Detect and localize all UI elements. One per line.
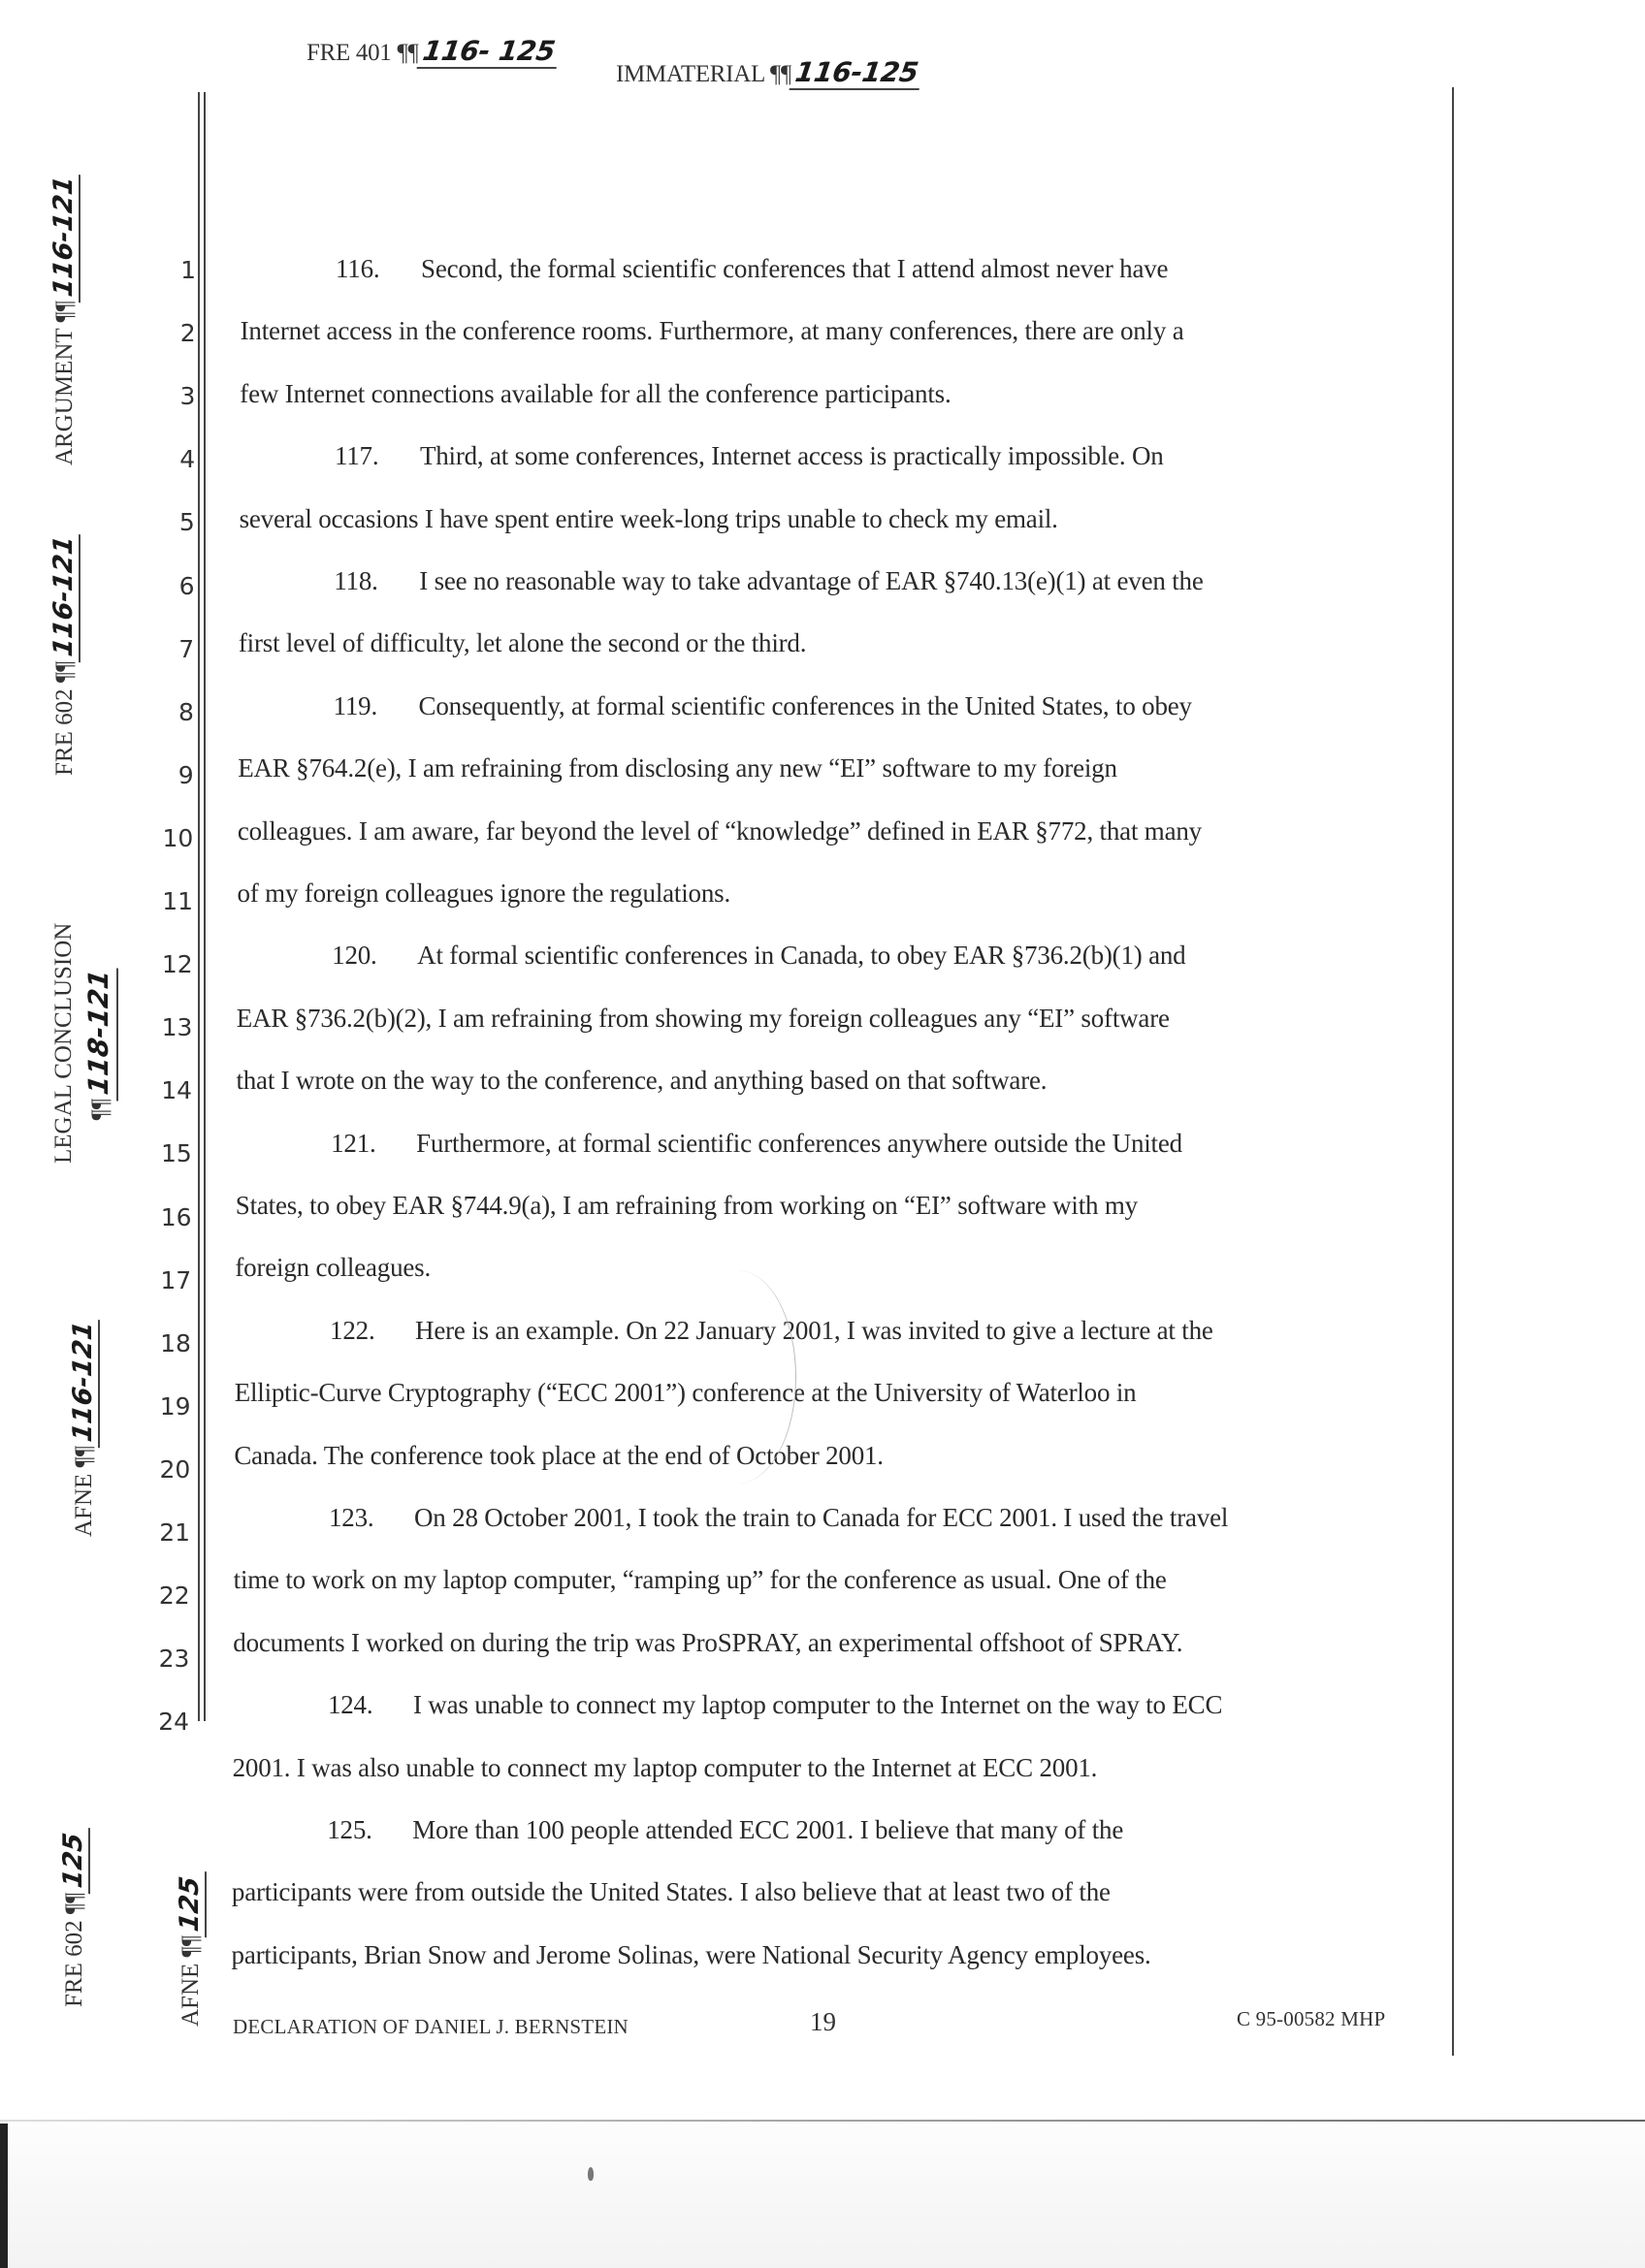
paragraph-first-line bbox=[332, 941, 1185, 971]
paragraph-first-line bbox=[335, 441, 1164, 471]
line-text: that I wrote on the way to the conference, and anything based on that software. bbox=[236, 1066, 1048, 1096]
line-text: Second, the formal scientific conferences that I attend almost never have bbox=[421, 254, 1169, 283]
stamp-label: ARGUMENT ¶¶ bbox=[51, 300, 78, 465]
handwritten-range: 116-121 bbox=[48, 171, 81, 303]
paragraph-first-line bbox=[331, 1129, 1182, 1159]
text-line bbox=[234, 1565, 1167, 1595]
stamp-label: IMMATERIAL ¶¶ bbox=[616, 61, 792, 87]
line-number: 18 bbox=[160, 1328, 191, 1358]
paragraph-number: 123. bbox=[329, 1503, 374, 1532]
fold-mark bbox=[679, 1270, 796, 1484]
stamp-label: AFNE ¶¶ bbox=[177, 1934, 204, 2027]
handwritten-range: 116-121 bbox=[48, 530, 81, 663]
footer-title: DECLARATION OF DANIEL J. BERNSTEIN bbox=[233, 2015, 629, 2038]
line-text: Internet access in the conference rooms. Furthermore, at many conferences, there are only a bbox=[240, 316, 1184, 346]
line-text: More than 100 people attended ECC 2001. I believe that many of the bbox=[412, 1815, 1124, 1844]
stamp-immaterial bbox=[616, 56, 921, 90]
stamp-label: FRE 602 ¶¶ bbox=[51, 660, 78, 776]
line-text: several occasions I have spent entire week-long trips unable to check my email. bbox=[239, 503, 1058, 533]
line-number: 5 bbox=[178, 508, 195, 537]
line-number: 13 bbox=[161, 1013, 193, 1042]
text-line bbox=[234, 1441, 884, 1471]
paragraph-number: 125. bbox=[327, 1815, 372, 1844]
handwritten-range: 125 bbox=[175, 1867, 207, 1937]
line-number: 15 bbox=[160, 1139, 192, 1168]
line-number: 23 bbox=[158, 1645, 190, 1674]
paragraph-first-line bbox=[328, 1690, 1222, 1720]
line-number: 7 bbox=[178, 634, 195, 663]
line-number: 6 bbox=[178, 571, 195, 600]
text-line bbox=[240, 504, 1058, 534]
line-text: Consequently, at formal scientific conferences in the United States, to obey bbox=[418, 690, 1192, 720]
line-text: States, to obey EAR §744.9(a), I am refraining from working on “EI” software with my bbox=[235, 1191, 1138, 1220]
paragraph-number: 124. bbox=[327, 1690, 373, 1720]
stamp-fre602-b bbox=[58, 1826, 90, 2007]
line-text: 2001. I was also unable to connect my laptop computer to the Internet at ECC 2001. bbox=[232, 1752, 1098, 1782]
scan-bottom-area bbox=[0, 2122, 1645, 2268]
scan-left-shadow bbox=[0, 2124, 8, 2268]
stamp-label: FRE 602 ¶¶ bbox=[61, 1892, 87, 2007]
line-text: EAR §764.2(e), I am refraining from disclosing any new “EI” software to my foreign bbox=[238, 753, 1117, 783]
scan-speck bbox=[588, 2167, 594, 2181]
stamp-afne-a bbox=[68, 1318, 100, 1537]
line-text: time to work on my laptop computer, “ramping up” for the conference as usual. One of the bbox=[233, 1565, 1167, 1595]
text-line bbox=[233, 1628, 1182, 1658]
line-text: Canada. The conference took place at the end of October 2001. bbox=[234, 1440, 884, 1470]
page-number: 19 bbox=[810, 2007, 836, 2036]
right-margin-rule bbox=[1452, 87, 1454, 2056]
stamp-fre602-a bbox=[48, 533, 81, 776]
handwritten-range: 125 bbox=[58, 1824, 90, 1895]
line-number: 11 bbox=[162, 887, 193, 915]
text-line bbox=[238, 878, 731, 909]
stamp-label: FRE 401 ¶¶ bbox=[306, 40, 419, 66]
paragraph-first-line bbox=[329, 1503, 1228, 1533]
line-number: 24 bbox=[158, 1708, 190, 1737]
line-text: I see no reasonable way to take advantage of EAR §740.13(e)(1) at even the bbox=[419, 566, 1204, 595]
line-text: Furthermore, at formal scientific conferences anywhere outside the United bbox=[416, 1128, 1182, 1158]
handwritten-range: 116-121 bbox=[68, 1316, 100, 1449]
text-line bbox=[238, 816, 1202, 847]
line-text: participants were from outside the United States. I also believe that at least two of the bbox=[231, 1877, 1111, 1907]
paragraph-first-line bbox=[334, 691, 1192, 721]
line-number: 20 bbox=[159, 1454, 191, 1484]
line-text: first level of difficulty, let alone the second or the third. bbox=[238, 628, 807, 658]
left-margin-rule-outer bbox=[198, 92, 200, 1721]
stamp-argument bbox=[48, 173, 81, 465]
text-line bbox=[236, 1191, 1138, 1221]
line-number: 9 bbox=[177, 760, 194, 789]
line-text: participants, Brian Snow and Jerome Solinas, were National Security Agency employees. bbox=[231, 1939, 1151, 1969]
line-number: 16 bbox=[160, 1202, 192, 1231]
handwritten-range: 116-125 bbox=[790, 56, 924, 90]
handwritten-range: 118-121 bbox=[81, 964, 118, 1102]
line-text: On 28 October 2001, I took the train to Canada for ECC 2001. I used the travel bbox=[414, 1503, 1229, 1532]
line-text: of my foreign colleagues ignore the regulations. bbox=[237, 878, 730, 908]
line-number: 22 bbox=[158, 1581, 190, 1611]
paragraph-number: 118. bbox=[334, 566, 378, 595]
paragraph-number: 122. bbox=[330, 1315, 375, 1345]
stamp-fre401 bbox=[306, 35, 558, 69]
stamp-afne-b bbox=[175, 1869, 207, 2027]
stamp-sublabel: ¶¶ bbox=[87, 1098, 113, 1121]
paragraph-number: 120. bbox=[332, 941, 377, 971]
text-line bbox=[235, 1253, 431, 1283]
text-line bbox=[241, 316, 1184, 346]
stamp-label: AFNE ¶¶ bbox=[71, 1445, 97, 1537]
text-line bbox=[233, 1753, 1098, 1783]
line-number: 1 bbox=[180, 256, 196, 284]
text-line bbox=[236, 1066, 1047, 1096]
paragraph-first-line bbox=[336, 254, 1168, 284]
line-text: Elliptic-Curve Cryptography (“ECC 2001”) conference at the University of Waterloo in bbox=[234, 1378, 1137, 1408]
paragraph-number: 121. bbox=[331, 1128, 376, 1158]
line-number: 10 bbox=[162, 823, 194, 852]
paragraph-first-line bbox=[334, 566, 1203, 596]
stamp-sub bbox=[81, 923, 118, 1164]
text-line bbox=[237, 1004, 1170, 1034]
line-text: documents I worked on during the trip was ProSPRAY, an experimental offshoot of SPRAY. bbox=[233, 1627, 1183, 1657]
line-text: Here is an example. On 22 January 2001, I was invited to give a lecture at the bbox=[415, 1315, 1213, 1345]
stamp-label: LEGAL CONCLUSION bbox=[50, 922, 77, 1164]
paragraph-number: 116. bbox=[336, 254, 380, 283]
text-line bbox=[232, 1940, 1151, 1970]
paragraph-number: 119. bbox=[333, 690, 377, 720]
line-text: I was unable to connect my laptop computer to the Internet on the way to ECC bbox=[412, 1690, 1223, 1720]
left-margin-rule-inner bbox=[204, 92, 206, 1721]
line-text: few Internet connections available for all the conference participants. bbox=[240, 378, 952, 408]
line-number: 3 bbox=[179, 382, 196, 411]
line-number: 17 bbox=[160, 1265, 192, 1294]
line-number: 12 bbox=[161, 950, 193, 979]
line-number: 19 bbox=[159, 1391, 191, 1421]
line-text: EAR §736.2(b)(2), I am refraining from showing my foreign colleagues any “EI” software bbox=[236, 1003, 1170, 1033]
line-text: At formal scientific conferences in Canada, to obey EAR §736.2(b)(1) and bbox=[417, 941, 1186, 971]
line-number: 21 bbox=[159, 1518, 190, 1547]
paragraph-first-line bbox=[327, 1815, 1123, 1845]
handwritten-range: 116- 125 bbox=[416, 35, 561, 69]
line-number: 2 bbox=[179, 319, 196, 348]
line-text: Third, at some conferences, Internet access is practically impossible. On bbox=[419, 441, 1164, 471]
text-line bbox=[239, 628, 806, 658]
text-line bbox=[240, 379, 951, 409]
line-number: 8 bbox=[177, 697, 194, 726]
case-number: C 95-00582 MHP bbox=[1237, 2007, 1386, 2030]
line-text: colleagues. I am aware, far beyond the level of “knowledge” defined in EAR §772, that many bbox=[237, 815, 1202, 846]
paragraph-number: 117. bbox=[334, 441, 379, 471]
line-number: 4 bbox=[179, 445, 196, 474]
stamp-legal-conclusion bbox=[47, 923, 118, 1164]
text-line bbox=[238, 753, 1117, 783]
line-text: foreign colleagues. bbox=[235, 1253, 432, 1283]
line-number: 14 bbox=[161, 1076, 193, 1105]
text-line bbox=[232, 1877, 1111, 1907]
